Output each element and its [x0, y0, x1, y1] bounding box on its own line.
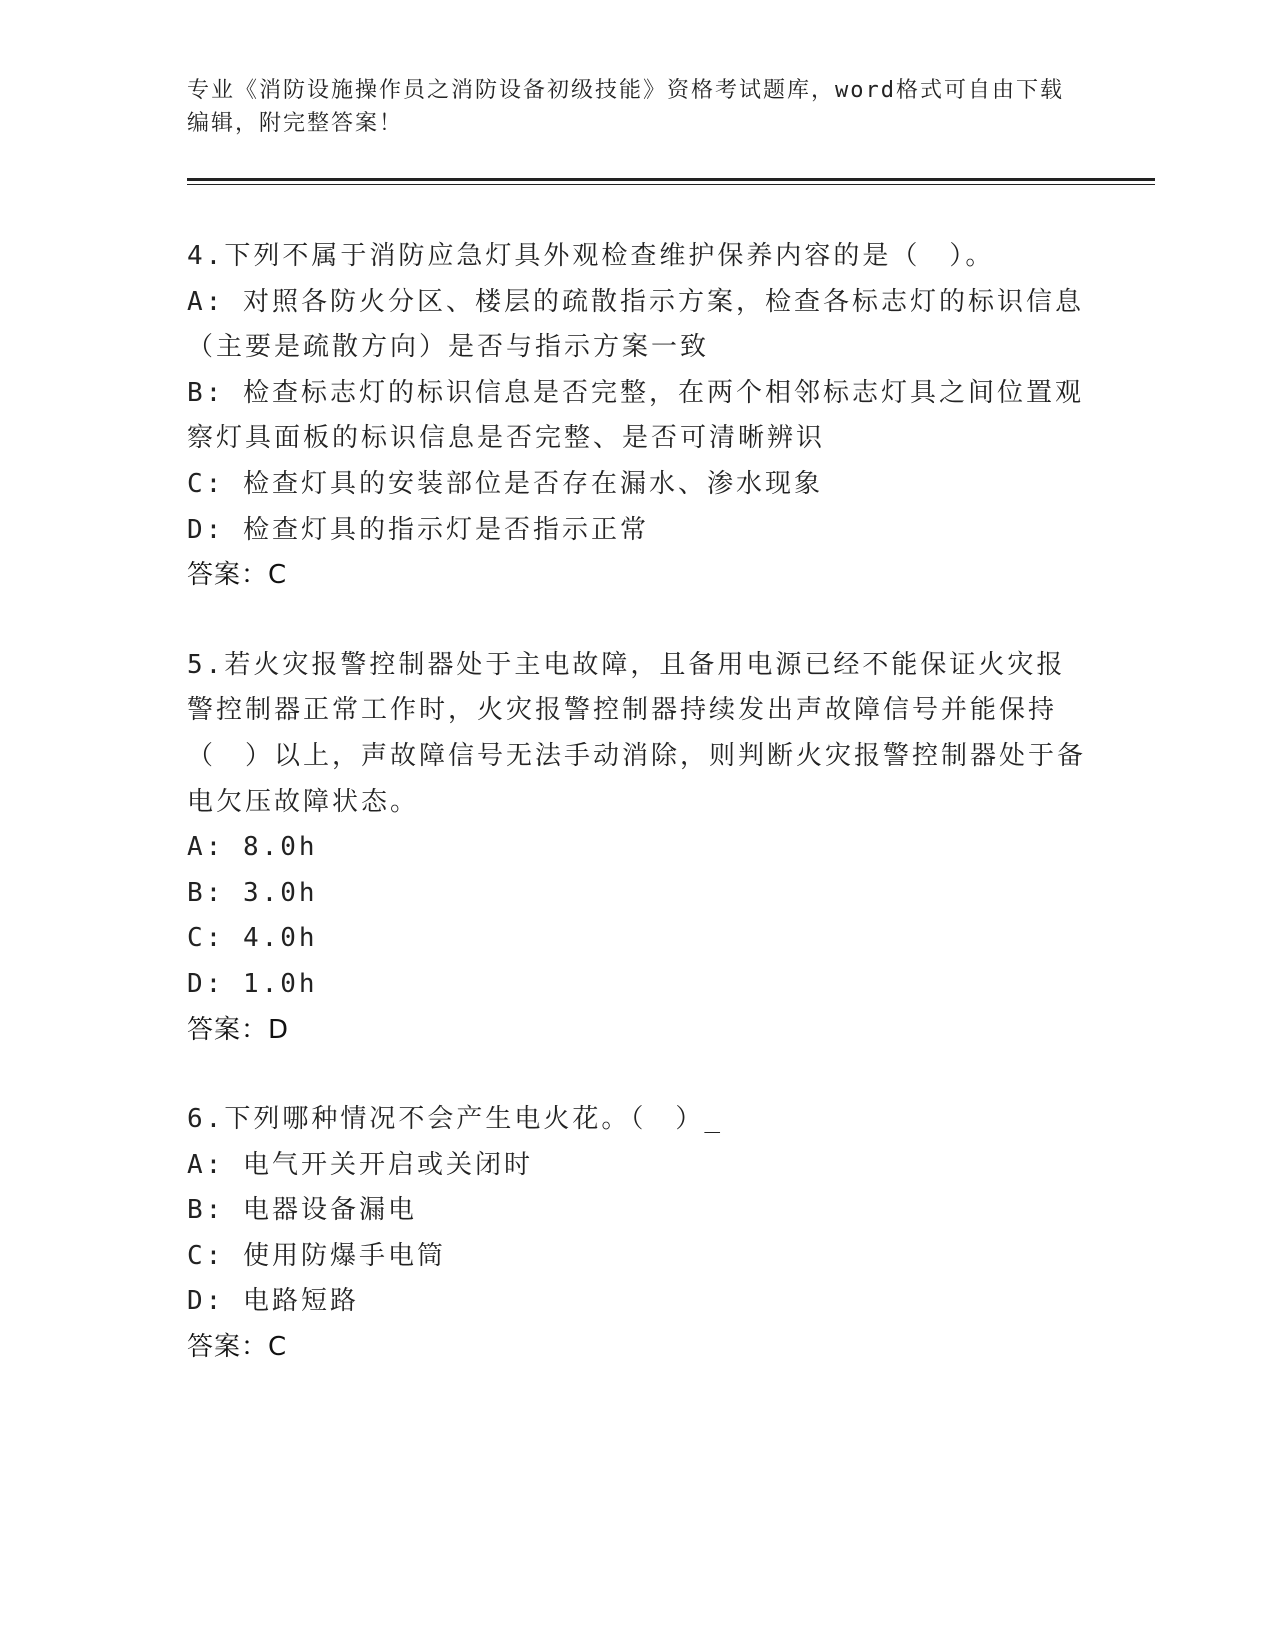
header-divider-thin	[187, 184, 1155, 185]
question-text: 下列哪种情况不会产生电火花。（ ）_	[224, 1104, 723, 1135]
question-6	[187, 1097, 1087, 1371]
option-a: A: 对照各防火分区、楼层的疏散指示方案，检查各标志灯的标识信息（主要是疏散方向）是否与指示方案一致	[187, 286, 1084, 363]
question-stem	[187, 643, 1087, 825]
question-stem	[187, 1097, 1087, 1143]
header-divider-thick	[187, 178, 1155, 181]
question-text: 若火灾报警控制器处于主电故障，且备用电源已经不能保证火灾报警控制器正常工作时，火灾报警控制器持续发出声故障信号并能保持（ ）以上，声故障信号无法手动消除，则判断火灾报警控制器处于备电欠压故障状态。	[187, 649, 1087, 817]
option-d: D: 电路短路	[187, 1286, 359, 1317]
option-c: C: 使用防爆手电筒	[187, 1240, 446, 1271]
option-d: D: 检查灯具的指示灯是否指示正常	[187, 514, 649, 545]
option-b: B: 电器设备漏电	[187, 1195, 417, 1226]
option-c: C: 4.0h	[187, 923, 318, 954]
question-number: 5.	[187, 649, 225, 680]
question-list	[187, 234, 1087, 1415]
header-text: 专业《消防设施操作员之消防设备初级技能》资格考试题库，word格式可自由下载编辑，附完整答案！	[187, 78, 1064, 136]
option-b: B: 检查标志灯的标识信息是否完整，在两个相邻标志灯具之间位置观察灯具面板的标识信息是否完整、是否可清晰辨识	[187, 377, 1084, 454]
question-number: 4.	[187, 241, 225, 271]
document-header	[187, 74, 1087, 140]
answer: 答案：C	[187, 560, 288, 591]
option-c: C: 检查灯具的安装部位是否存在漏水、渗水现象	[187, 468, 823, 499]
question-text: 下列不属于消防应急灯具外观检查维护保养内容的是（ ）。	[224, 241, 995, 271]
answer: 答案：C	[187, 1332, 288, 1363]
question-5	[187, 643, 1087, 1053]
option-a: A: 8.0h	[187, 832, 318, 863]
option-d: D: 1.0h	[187, 968, 318, 999]
question-number: 6.	[187, 1104, 225, 1135]
answer: 答案：D	[187, 1014, 290, 1045]
question-4	[187, 234, 1087, 599]
option-b: B: 3.0h	[187, 877, 318, 908]
option-a: A: 电气开关开启或关闭时	[187, 1149, 533, 1180]
question-stem	[187, 234, 1087, 280]
